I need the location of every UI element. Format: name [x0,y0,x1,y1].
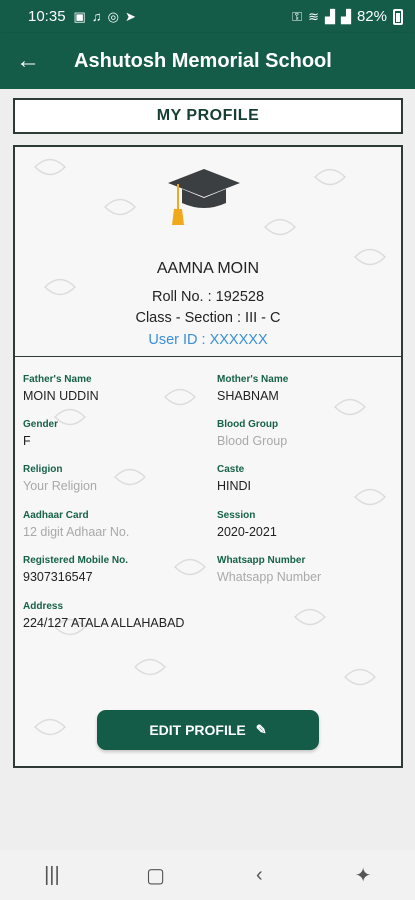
field-label: Session [217,510,256,521]
field-label: Gender [23,419,59,430]
accessibility-icon: ✦ [354,864,372,887]
telegram-icon: ➤ [124,8,136,24]
back-button[interactable] [0,33,56,89]
user-id: User ID : XXXXXX [148,332,268,348]
field-label: Aadhaar Card [23,510,89,521]
arrow-left-icon: ← [16,47,40,74]
recent-apps-button[interactable] [32,855,72,895]
battery-percent: 82% [356,8,387,25]
roll-number: Roll No. : 192528 [151,289,265,305]
home-icon: ▢ [146,864,166,887]
graduation-cap-icon [166,165,242,227]
mother-name-field [217,374,288,403]
field-value: 224/127 ATALA ALLAHABAD [23,616,185,630]
field-label: Mother's Name [217,374,289,385]
student-name: AAMNA MOIN [156,260,260,277]
field-value: 2020-2021 [217,525,277,539]
home-button[interactable] [136,855,176,895]
status-bar [0,0,415,33]
field-label: Address [23,601,64,612]
aadhaar-field [23,510,129,539]
app-title: Ashutosh Memorial School [74,49,332,72]
field-label: Registered Mobile No. [23,555,129,566]
father-name-field [23,374,99,403]
field-placeholder: Your Religion [23,479,97,493]
class-section: Class - Section : III - C [135,310,281,326]
field-label: Religion [23,464,63,475]
recent-apps-icon: ||| [44,863,60,886]
signal-icon: ▟ [324,8,335,24]
pencil-icon: ✎ [255,722,267,737]
field-label: Caste [217,464,245,475]
field-label: Blood Group [217,419,279,430]
divider [15,356,401,357]
accessibility-button[interactable] [343,855,383,895]
bell-icon: ♫ [91,9,102,24]
address-field [23,601,184,630]
system-icons [292,8,403,25]
session-field [217,510,277,539]
field-value: HINDI [217,479,252,493]
field-label: Whatsapp Number [217,555,306,566]
edit-profile-button[interactable] [97,710,319,750]
status-time: 10:35 [28,8,66,25]
battery-icon [393,9,403,25]
field-value: F [23,434,31,448]
page-title: MY PROFILE [13,98,403,134]
image-icon: ▣ [73,8,86,24]
gender-field [23,419,58,448]
field-value: 9307316547 [23,570,93,584]
field-label: Father's Name [23,374,92,385]
profile-card [13,145,403,768]
field-value: SHABNAM [217,389,279,403]
system-nav-bar [0,850,415,900]
field-placeholder: Whatsapp Number [217,570,322,584]
field-value: MOIN UDDIN [23,389,99,403]
field-placeholder: Blood Group [217,434,288,448]
whatsapp-field [217,555,321,584]
field-placeholder: 12 digit Adhaar No. [23,525,130,539]
blood-group-field [217,419,287,448]
notification-icons [74,9,136,25]
wifi-icon: ≋ [308,8,319,24]
back-icon: ‹ [256,863,263,886]
leaf-pattern-background [15,147,401,766]
sync-icon: ◎ [107,8,119,24]
signal-icon-2: ▟ [340,8,351,24]
app-bar [0,33,415,89]
key-icon: ⚿ [292,8,303,24]
religion-field [23,464,97,493]
caste-field [217,464,251,493]
mobile-field [23,555,128,584]
system-back-button[interactable] [239,855,279,895]
edit-profile-label: EDIT PROFILE [149,722,246,738]
